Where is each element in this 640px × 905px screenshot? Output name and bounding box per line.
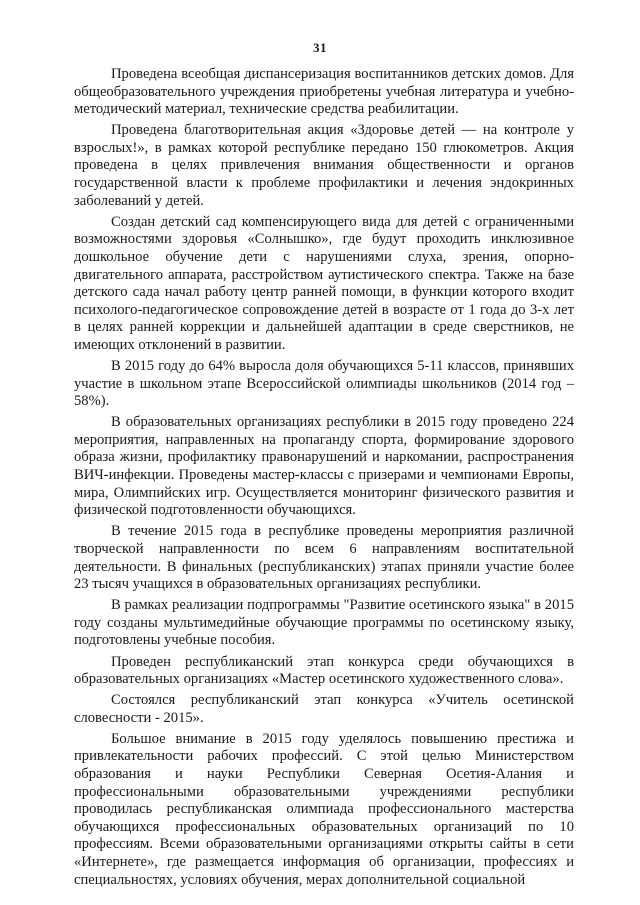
paragraph-kindergarten: Создан детский сад компенсирующего вида для детей с ограниченными возможностями здоровья «Солнышко», где будут проходить инклюзивное дошкольное обучение дети с нарушениями слуха, зрения, опорно-двигательного аппарата, расстройством аутистического спектра. Также на базе детского сада начал работу центр ранней помощи, в функции которого входит психолого-педагогическое сопровождение детей в возрасте от 1 года до 3-х лет в целях ранней коррекции и дальнейшей адаптации в среде сверстников, не имеющих отклонений в развитии. <box>74 213 574 353</box>
paragraph-artistic-word-contest: Проведен республиканский этап конкурса среди обучающихся в образовательных организациях «Мастер осетинского художественного слова». <box>74 653 574 688</box>
paragraph-charity-action: Проведена благотворительная акция «Здоровье детей — на контроле у взрослых!», в рамках которой республике передано 150 глюкометров. Акция проведена в целях привлечения внимания общественности и органов государственной власти к проблеме профилактики и лечения эндокринных заболеваний у детей. <box>74 122 574 209</box>
document-body <box>74 66 574 893</box>
paragraph-ossetian-language: В рамках реализации подпрограммы "Развитие осетинского языка" в 2015 году созданы мультимедийные обучающие программы по осетинскому языку, подготовлены учебные пособия. <box>74 597 574 649</box>
paragraph-sport-events: В образовательных организациях республики в 2015 году проведено 224 мероприятия, направленных на пропаганду спорта, формирование здорового образа жизни, профилактику правонарушений и наркомании, распространения ВИЧ-инфекции. Проведены мастер-классы с призерами и чемпионами Европы, мира, Олимпийских игр. Осуществляется мониторинг физического развития и физической подготовленности обучающихся. <box>74 414 574 519</box>
paragraph-creative-events: В течение 2015 года в республике проведены мероприятия различной творческой направленности по всем 6 направлениям воспитательной деятельности. В финальных (республиканских) этапах приняли участие более 23 тысяч учащихся в образовательных организациях республики. <box>74 523 574 593</box>
paragraph-olympiad-share: В 2015 году до 64% выросла доля обучающихся 5-11 классов, принявших участие в школьном этапе Всероссийской олимпиады школьников (2014 год – 58%). <box>74 358 574 410</box>
paragraph-working-professions: Большое внимание в 2015 году уделялось повышению престижа и привлекательности рабочих профессий. С этой целью Министерством образования и науки Республики Северная Осетия-Алания и профессиональными образовательными учреждениями республики проводилась республиканская олимпиада профессионального мастерства обучающихся профессиональных образовательных организаций по 10 профессиям. Всеми образовательными организациями открыты сайты в сети «Интернете», где размещается информация об организации, профессиях и специальностях, условиях обучения, мерах дополнительной социальной <box>74 730 574 888</box>
paragraph-teacher-contest: Состоялся республиканский этап конкурса «Учитель осетинской словесности - 2015». <box>74 692 574 726</box>
paragraph-dispensary: Проведена всеобщая диспансеризация воспитанников детских домов. Для общеобразовательного учреждения приобретены учебная литература и учебно-методический материал, технические средства реабилитации. <box>74 66 574 118</box>
page-number: 31 <box>313 40 327 55</box>
